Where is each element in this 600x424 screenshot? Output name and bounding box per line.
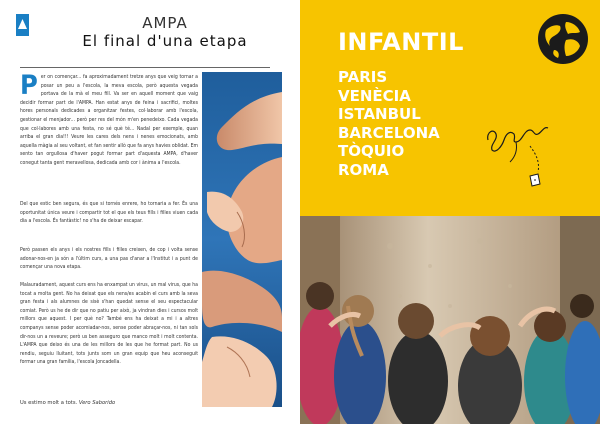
page-corner-tab (16, 14, 29, 36)
author-name: Vero Saborido (78, 400, 116, 406)
right-page (300, 0, 600, 424)
signoff-text: Us estimo molt a tots. (20, 400, 78, 406)
city-item: TÒQUIO (338, 142, 405, 160)
city-item: BARCELONA (338, 123, 440, 142)
city-item: VENÈCIA (338, 86, 411, 105)
city-list (338, 68, 440, 179)
arrow-up-icon (18, 19, 27, 29)
paragraph-1 (20, 70, 198, 168)
article-headline: El final d'una etapa (82, 32, 248, 50)
signoff (20, 400, 115, 406)
city-item: PARIS (338, 68, 388, 86)
paragraph-2: Del que estic ben segura, és que si tornés enrere, ho tornaria a fer. És una oportunitat única veure i compartir tot el que els teus fills i filles viuen cada dia a l'escola. És fantàstic! no s'ha de deixar escapar. (20, 201, 198, 225)
paragraph-1-text: er on començar... fa aproximadament tretze anys que veig tornar a posar un peu a l'escola, la meva escola, però aquesta vegada portava de la mà el meu fill. Va ser en aquell moment que vaig decidir formar part de l'AMPA. Han estat anys de feina i sacrifici, moltes hores personals dedicades a organitzar festes, col·laborar amb l'escola, gestionar el menjador... però per res del món m'en penedeixo. Cada vegada que col·labores amb una festa, no sé què té... Nadal per exemple, quan arriba el gran dia!!! Veure les cares dels nens i nenes emocionats, amb aquella màgia al seu voltant, et fan sentir allò que fa anys havies oblidat. Em sento tan orgullosa d'haver pogut formar part d'aquesta AMPA, d'haver conegut tanta gent meravellosa, dedicada amb cor i ànima a l'escola. (20, 74, 198, 166)
paragraph-3: Però passen els anys i els nostres fills i filles creixen, de cop i volta sense adonar-nos-en ja són a l'últim curs, a una pas d'anar a l'Institut i a punt de començar una nova etapa. (20, 247, 198, 271)
city-item: ISTANBUL (338, 105, 421, 123)
globe-icon (536, 12, 590, 66)
travel-doodle (480, 100, 560, 195)
article-title (40, 14, 290, 50)
hands-photo (202, 72, 282, 407)
children-photo (300, 216, 600, 424)
section-title: AMPA (142, 14, 188, 32)
title-divider (20, 67, 270, 68)
drop-cap: P (20, 70, 38, 101)
section-heading: INFANTIL (338, 28, 464, 56)
city-item: ROMA (338, 160, 389, 179)
yellow-panel (300, 0, 600, 216)
paragraph-4: Malauradament, aquest curs ens ha enxampat un virus, un mal virus, que ha tocat a molta gent. No ha deixat que els nens/es acabin el curs amb la seva gran festa i als alumnes de sisè s'han quedat sense el seu espectacular comiat. Però us he de dir que no patiu per això, ja vindran dies i cursos molt millors que aquest. I per què no? També ens ha deixat a mi i a altres companys sense poder acomiadar-nos, sense poder abraçar-nos, ni tan sols dir-nos un a reveure; però us ben asseguro que manco molt i molt contenta. L'AMPA que deixo és una de les millors de les que he format part. No us rendiu, seguiu lluitant, tots junts som un gran equip que heu aconseguit formar una gran família, l'escola Joncadella. (20, 282, 198, 366)
